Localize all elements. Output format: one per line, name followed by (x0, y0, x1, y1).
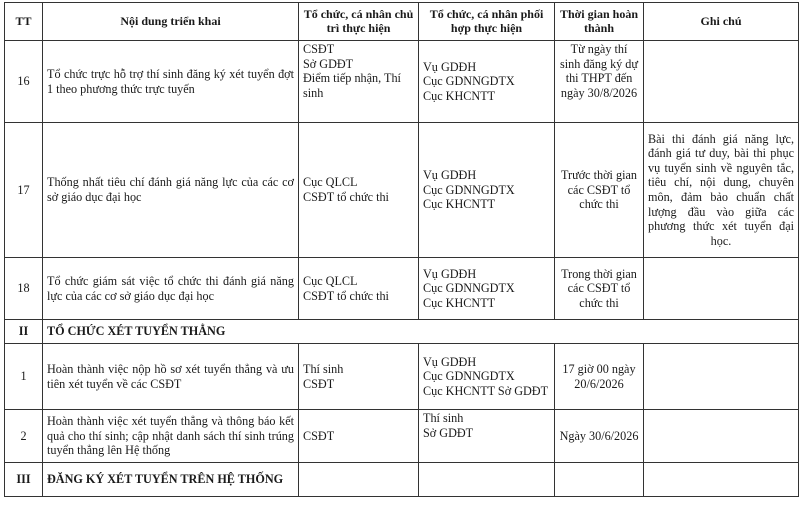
coord-item: Vụ GDĐH (423, 168, 477, 183)
row-time: Trước thời gian các CSĐT tổ chức thi (555, 123, 644, 258)
section-title: ĐĂNG KÝ XÉT TUYỂN TRÊN HỆ THỐNG (43, 463, 299, 497)
coord-item: Cục GDNNGDTX (423, 281, 515, 296)
lead-item: CSĐT tổ chức thi (303, 190, 389, 204)
row-note (644, 258, 799, 320)
coord-item: Vụ GDĐH (423, 266, 477, 281)
coord-item: Cục KHCNTT (423, 295, 496, 310)
row-number: 16 (5, 41, 43, 123)
table-row (5, 258, 799, 320)
row-note (644, 344, 799, 410)
header-coord: Tổ chức, cá nhân phối hợp thực hiện (419, 3, 555, 41)
document-page (4, 2, 798, 506)
section-title: TỔ CHỨC XÉT TUYỂN THẲNG (43, 320, 799, 344)
row-number: 18 (5, 258, 43, 320)
empty-cell (555, 463, 644, 497)
coord-item: Vụ GDĐH (423, 59, 477, 74)
section-row (5, 463, 799, 497)
row-time: 17 giờ 00 ngày 20/6/2026 (555, 344, 644, 410)
table-row (5, 123, 799, 258)
row-coord (419, 344, 555, 410)
empty-cell (644, 463, 799, 497)
header-tt: TT (5, 3, 43, 41)
row-number: 2 (5, 410, 43, 463)
row-content: Hoàn thành việc nộp hồ sơ xét tuyển thẳng và ưu tiên xét tuyển về các CSĐT (43, 344, 299, 410)
lead-item: Sở GDĐT (303, 56, 354, 71)
coord-item: Cục GDNNGDTX (423, 74, 515, 89)
row-lead (299, 410, 419, 463)
row-lead (299, 123, 419, 258)
section-row (5, 320, 799, 344)
lead-item: Điểm tiếp nhận, Thí sinh (303, 71, 401, 100)
header-note: Ghi chú (644, 3, 799, 41)
row-content: Thống nhất tiêu chí đánh giá năng lực của các cơ sở giáo dục đại học (43, 123, 299, 258)
section-number: II (5, 320, 43, 344)
coord-item: Cục KHCNTT (423, 88, 496, 103)
row-note: Bài thi đánh giá năng lực, đánh giá tư duy, bài thi phục vụ tuyển sinh về nguyên tắc, tiêu chí, nội dung, chuyên môn, đảm bảo chuẩn chất lượng đầu vào giữa các phương thức xét tuyển đại học. (644, 123, 799, 258)
row-lead (299, 41, 419, 123)
lead-item: Thí sinh (303, 361, 344, 376)
row-note (644, 41, 799, 123)
lead-item: Cục QLCL (303, 175, 358, 190)
section-number: III (5, 463, 43, 497)
row-content: Tổ chức giám sát việc tổ chức thi đánh giá năng lực của các cơ sở giáo dục đại học (43, 258, 299, 320)
coord-item: Sở GDĐT (423, 425, 474, 440)
lead-item: CSĐT (303, 42, 335, 56)
coord-item: Cục KHCNTT (423, 197, 496, 212)
coord-item: Cục KHCNTT Sở GDĐT (423, 383, 549, 398)
lead-item: CSĐT (303, 428, 335, 443)
row-content: Hoàn thành việc xét tuyển thẳng và thông báo kết quả cho thí sinh; cập nhật danh sách thí sinh trúng tuyển thẳng lên Hệ thống (43, 410, 299, 463)
header-lead: Tổ chức, cá nhân chủ trì thực hiện (299, 3, 419, 41)
lead-item: CSĐT (303, 376, 335, 391)
row-time: Từ ngày thí sinh đăng ký dự thi THPT đến ngày 30/8/2026 (555, 41, 644, 123)
coord-item: Vụ GDĐH (423, 354, 477, 369)
coord-item: Thí sinh (423, 411, 464, 425)
table-row (5, 410, 799, 463)
lead-item: Cục QLCL (303, 273, 358, 288)
row-number: 1 (5, 344, 43, 410)
row-coord (419, 41, 555, 123)
row-coord (419, 258, 555, 320)
row-number: 17 (5, 123, 43, 258)
row-time: Ngày 30/6/2026 (555, 410, 644, 463)
empty-cell (419, 463, 555, 497)
plan-table (4, 2, 799, 497)
table-row (5, 344, 799, 410)
lead-item: CSĐT tổ chức thi (303, 288, 389, 303)
row-time: Trong thời gian các CSĐT tổ chức thi (555, 258, 644, 320)
row-lead (299, 258, 419, 320)
coord-item: Cục GDNNGDTX (423, 182, 515, 197)
header-time: Thời gian hoàn thành (555, 3, 644, 41)
row-note (644, 410, 799, 463)
header-content: Nội dung triển khai (43, 3, 299, 41)
coord-item: Cục GDNNGDTX (423, 369, 515, 384)
row-content: Tổ chức trực hỗ trợ thí sinh đăng ký xét tuyển đợt 1 theo phương thức trực tuyến (43, 41, 299, 123)
empty-cell (299, 463, 419, 497)
header-row (5, 3, 799, 41)
row-coord (419, 123, 555, 258)
table-row (5, 41, 799, 123)
row-coord (419, 410, 555, 463)
row-lead (299, 344, 419, 410)
